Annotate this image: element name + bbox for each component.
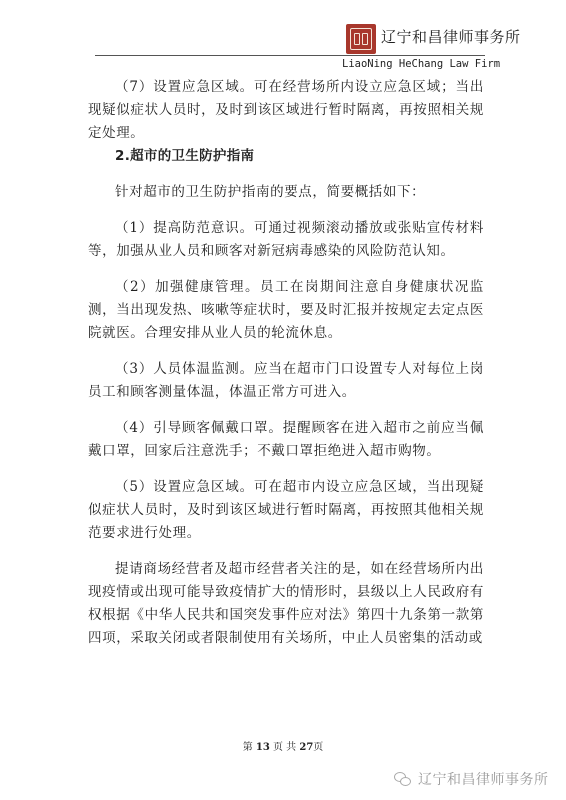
page-prefix: 第 (242, 742, 253, 753)
firm-name-english: LiaoNing HeChang Law Firm (342, 58, 501, 70)
paragraph-item-5: （5）设置应急区域。可在超市内设立应急区域，当出现疑似症状人员时，及时到该区域进行暂时隔离，再按照其他相关规范要求进行处理。 (88, 479, 484, 541)
paragraph-item-4: （4）引导顾客佩戴口罩。提醒顾客在进入超市之前应当佩戴口罩，回家后注意洗手；不戴口罩拒绝进入超市购物。 (88, 420, 484, 459)
section-heading-supermarket: 2.超市的卫生防护指南 (115, 148, 255, 164)
paragraph-intro: 针对超市的卫生防护指南的要点，简要概括如下： (115, 184, 426, 200)
paragraph-item-3: （3）人员体温监测。应当在超市门口设置专人对每位上岗员工和顾客测量体温，体温正常方可进入。 (88, 361, 484, 400)
firm-name-chinese: 辽宁和昌律师事务所 (381, 28, 521, 46)
page-number (0, 738, 566, 753)
paragraph-closing: 提请商场经营者及超市经营者关注的是，如在经营场所内出现疫情或出现可能导致疫情扩大的情形时，县级以上人民政府有权根据《中华人民共和国突发事件应对法》第四十九条第一款第四项，采取关闭或者限制使用有关场所，中止人员密集的活动或 (88, 561, 484, 646)
firm-logo-icon (346, 24, 376, 54)
watermark-text: 辽宁和昌律师事务所 (418, 772, 549, 788)
page-total: 27 (299, 742, 314, 753)
page-current: 13 (255, 742, 270, 753)
page-middle: 页 共 (273, 742, 297, 753)
page-header (0, 0, 566, 70)
paragraph-item-1: （1）提高防范意识。可通过视频滚动播放或张贴宣传材料等，加强从业人员和顾客对新冠病毒感染的风险防范认知。 (88, 220, 484, 259)
page-suffix: 页 (313, 742, 324, 753)
paragraph-item-2: （2）加强健康管理。员工在岗期间注意自身健康状况监测，当出现发热、咳嗽等症状时，要及时汇报并按规定去定点医院就医。合理安排从业人员的轮流休息。 (88, 279, 484, 341)
header-divider (95, 55, 485, 56)
document-body (88, 76, 484, 650)
wechat-watermark (394, 768, 549, 790)
wechat-icon (394, 771, 412, 787)
paragraph-emergency-area-mall: （7）设置应急区域。可在经营场所内设立应急区域；当出现疑似症状人员时，及时到该区域进行暂时隔离，再按照相关规定处理。 (88, 79, 484, 141)
